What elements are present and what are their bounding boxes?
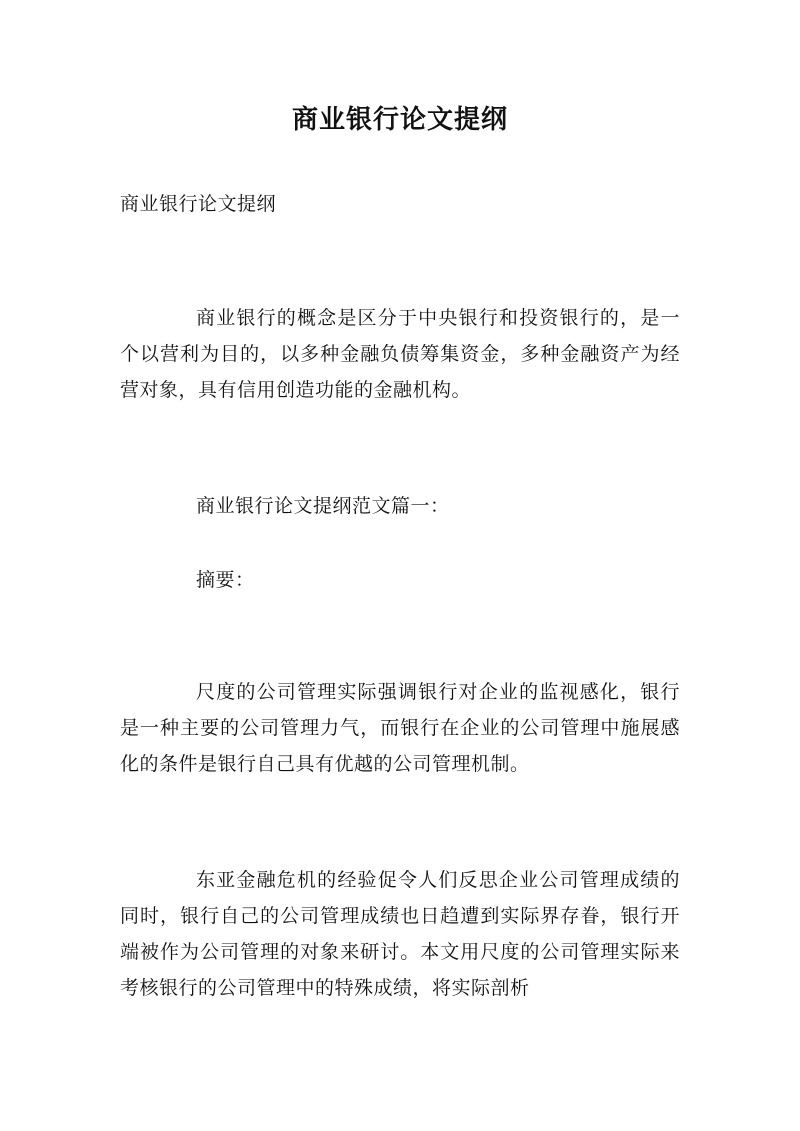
section-heading: 商业银行论文提纲范文篇一： [196,495,450,517]
document-subtitle: 商业银行论文提纲 [120,193,277,215]
abstract-paragraph-1: 尺度的公司管理实际强调银行对企业的监视感化，银行是一种主要的公司管理力气，而银行在企业的公司管理中施展感化的条件是银行自己具有优越的公司管理机制。 [120,681,680,775]
abstract-label: 摘要： [196,569,255,591]
abstract-paragraph-2: 东亚金融危机的经验促令人们反思企业公司管理成绩的同时，银行自己的公司管理成绩也日趋遭到实际界存眷，银行开端被作为公司管理的对象来研讨。本文用尺度的公司管理实际来考核银行的公司管理中的特殊成绩，将实际剖析 [120,869,680,999]
paragraph-definition: 商业银行的概念是区分于中央银行和投资银行的，是一个以营利为目的，以多种金融负债筹集资金，多种金融资产为经营对象，具有信用创造功能的金融机构。 [120,307,680,401]
document-title: 商业银行论文提纲 [291,105,508,135]
